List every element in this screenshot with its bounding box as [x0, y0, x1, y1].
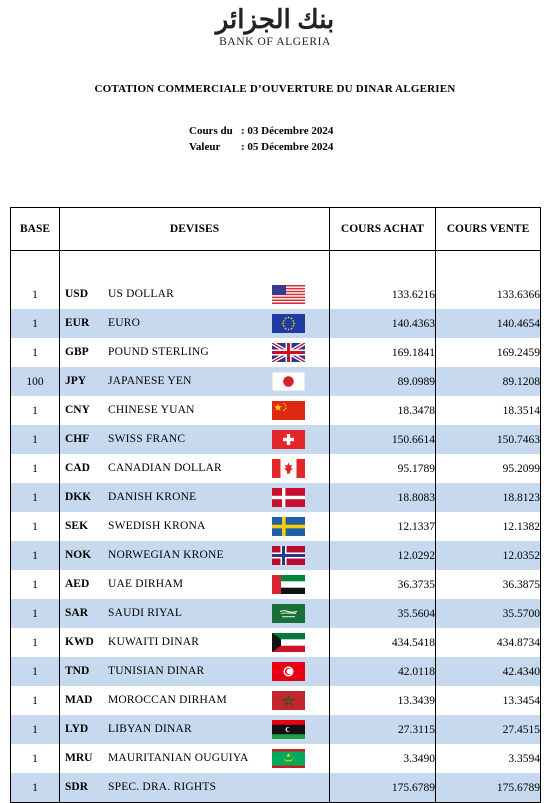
- cours-achat-cell: 169.1841: [330, 338, 436, 367]
- currency-name: SWEDISH KRONA: [108, 520, 206, 532]
- base-cell: 1: [11, 541, 60, 570]
- currency-name: TUNISIAN DINAR: [108, 665, 205, 677]
- currency-name: LIBYAN DINAR: [108, 723, 192, 735]
- base-cell: 1: [11, 338, 60, 367]
- table-row: [11, 599, 541, 628]
- cours-achat-cell: 13.3439: [330, 686, 436, 715]
- table-row: [11, 309, 541, 338]
- base-cell: 1: [11, 773, 60, 803]
- table-row: [11, 570, 541, 599]
- currency-cell: [60, 309, 330, 338]
- table-row: [11, 773, 541, 803]
- cours-achat-cell: 18.8083: [330, 483, 436, 512]
- cours-vente-cell: 35.5700: [436, 599, 541, 628]
- table-row: [11, 715, 541, 744]
- currency-code: JPY: [65, 375, 87, 387]
- base-cell: 1: [11, 309, 60, 338]
- currency-name: US DOLLAR: [108, 288, 175, 300]
- cours-achat-cell: 434.5418: [330, 628, 436, 657]
- base-cell: 1: [11, 512, 60, 541]
- currency-name: JAPANESE YEN: [108, 375, 192, 387]
- table-row: [11, 744, 541, 773]
- base-cell: 1: [11, 628, 60, 657]
- quotation-dates: [189, 123, 333, 155]
- cours-vente-cell: 13.3454: [436, 686, 541, 715]
- cours-achat-cell: 175.6789: [330, 773, 436, 803]
- cours-vente-cell: 175.6789: [436, 773, 541, 803]
- currency-code: CAD: [65, 462, 90, 474]
- currency-name: SWISS FRANC: [108, 433, 186, 445]
- table-row: [11, 512, 541, 541]
- norway-flag-icon: [272, 546, 305, 565]
- currency-cell: [60, 628, 330, 657]
- table-row: [11, 541, 541, 570]
- cours-achat-cell: 133.6216: [330, 280, 436, 309]
- canada-flag-icon: [272, 459, 305, 478]
- currency-cell: [60, 512, 330, 541]
- currency-name: POUND STERLING: [108, 346, 209, 358]
- currency-cell: [60, 280, 330, 309]
- cours-vente-cell: 18.3514: [436, 396, 541, 425]
- cours-achat-cell: 42.0118: [330, 657, 436, 686]
- table-row: [11, 657, 541, 686]
- china-flag-icon: [272, 401, 305, 420]
- cours-achat-cell: 27.3115: [330, 715, 436, 744]
- currency-code: MRU: [65, 752, 93, 764]
- currency-name: NORWEGIAN KRONE: [108, 549, 224, 561]
- base-cell: 1: [11, 686, 60, 715]
- switzerland-flag-icon: [272, 430, 305, 449]
- cours-vente-cell: 3.3594: [436, 744, 541, 773]
- cours-vente-cell: 133.6366: [436, 280, 541, 309]
- currency-code: SDR: [65, 781, 89, 793]
- base-cell: 1: [11, 599, 60, 628]
- currency-cell: [60, 773, 330, 803]
- cours-vente-cell: 169.2459: [436, 338, 541, 367]
- base-cell: 1: [11, 280, 60, 309]
- currency-cell: [60, 454, 330, 483]
- saudi-flag-icon: [272, 604, 305, 623]
- currency-cell: [60, 483, 330, 512]
- currency-name: DANISH KRONE: [108, 491, 197, 503]
- base-cell: 1: [11, 657, 60, 686]
- logo-english-text: BANK OF ALGERIA: [219, 36, 331, 48]
- header-devises: DEVISES: [60, 208, 330, 251]
- denmark-flag-icon: [272, 488, 305, 507]
- valeur-date-line: [189, 139, 333, 155]
- currency-cell: [60, 541, 330, 570]
- valeur-label: Valeur: [189, 141, 221, 153]
- cours-vente-cell: 150.7463: [436, 425, 541, 454]
- table-row: [11, 483, 541, 512]
- currency-code: USD: [65, 288, 89, 300]
- currency-code: EUR: [65, 317, 90, 329]
- currency-code: DKK: [65, 491, 92, 503]
- uk-flag-icon: [272, 343, 305, 362]
- currency-name: MAURITANIAN OUGUIYA: [108, 752, 249, 764]
- cours-vente-cell: 12.0352: [436, 541, 541, 570]
- cours-vente-cell: 89.1208: [436, 367, 541, 396]
- header-base: BASE: [11, 208, 60, 251]
- currency-name: UAE DIRHAM: [108, 578, 184, 590]
- cours-achat-cell: 12.0292: [330, 541, 436, 570]
- cours-vente-cell: 12.1382: [436, 512, 541, 541]
- currency-name: SPEC. DRA. RIGHTS: [108, 781, 217, 793]
- cours-vente-cell: 140.4654: [436, 309, 541, 338]
- base-cell: 1: [11, 425, 60, 454]
- base-cell: 1: [11, 570, 60, 599]
- currency-name: EURO: [108, 317, 141, 329]
- currency-cell: [60, 396, 330, 425]
- table-row: [11, 367, 541, 396]
- currency-code: GBP: [65, 346, 89, 358]
- table-header-row: [11, 208, 541, 251]
- currency-code: TND: [65, 665, 90, 677]
- cours-date-line: [189, 123, 333, 139]
- currency-cell: [60, 686, 330, 715]
- cours-vente-cell: 18.8123: [436, 483, 541, 512]
- currency-code: CNY: [65, 404, 90, 416]
- table-body: [11, 251, 541, 803]
- cours-achat-cell: 35.5604: [330, 599, 436, 628]
- table-row: [11, 396, 541, 425]
- table-row: [11, 280, 541, 309]
- currency-cell: [60, 338, 330, 367]
- cours-vente-cell: 42.4340: [436, 657, 541, 686]
- currency-code: KWD: [65, 636, 94, 648]
- currency-cell: [60, 715, 330, 744]
- sweden-flag-icon: [272, 517, 305, 536]
- currency-name: CHINESE YUAN: [108, 404, 195, 416]
- base-cell: 1: [11, 715, 60, 744]
- base-cell: 1: [11, 454, 60, 483]
- currency-cell: [60, 570, 330, 599]
- base-cell: 100: [11, 367, 60, 396]
- cours-achat-cell: 3.3490: [330, 744, 436, 773]
- currency-cell: [60, 657, 330, 686]
- uae-flag-icon: [272, 575, 305, 594]
- base-cell: 1: [11, 744, 60, 773]
- table-row: [11, 686, 541, 715]
- japan-flag-icon: [272, 372, 305, 391]
- kuwait-flag-icon: [272, 633, 305, 652]
- base-cell: 1: [11, 483, 60, 512]
- libya-flag-icon: [272, 720, 305, 739]
- cours-value: : 03 Décembre 2024: [241, 125, 334, 137]
- currency-code: MAD: [65, 694, 93, 706]
- valeur-value: : 05 Décembre 2024: [241, 141, 334, 153]
- cours-vente-cell: 27.4515: [436, 715, 541, 744]
- header-cours-vente: COURS VENTE: [436, 208, 541, 251]
- header-cours-achat: COURS ACHAT: [330, 208, 436, 251]
- currency-cell: [60, 425, 330, 454]
- currency-name: KUWAITI DINAR: [108, 636, 200, 648]
- table-spacer: [11, 251, 541, 281]
- cours-achat-cell: 150.6614: [330, 425, 436, 454]
- bank-logo: [0, 6, 550, 48]
- currency-code: NOK: [65, 549, 92, 561]
- currency-cell: [60, 599, 330, 628]
- table-row: [11, 454, 541, 483]
- cours-achat-cell: 36.3735: [330, 570, 436, 599]
- currency-name: CANADIAN DOLLAR: [108, 462, 222, 474]
- currency-name: SAUDI RIYAL: [108, 607, 183, 619]
- table-row: [11, 628, 541, 657]
- cours-vente-cell: 36.3875: [436, 570, 541, 599]
- currency-code: CHF: [65, 433, 90, 445]
- morocco-flag-icon: [272, 691, 305, 710]
- cours-vente-cell: 434.8734: [436, 628, 541, 657]
- cours-achat-cell: 89.0989: [330, 367, 436, 396]
- tunisia-flag-icon: [272, 662, 305, 681]
- cours-label: Cours du: [189, 125, 233, 137]
- table-row: [11, 338, 541, 367]
- currency-cell: [60, 367, 330, 396]
- page-title: COTATION COMMERCIALE D’OUVERTURE DU DINAR ALGERIEN: [94, 83, 456, 95]
- cours-vente-cell: 95.2099: [436, 454, 541, 483]
- currency-code: SEK: [65, 520, 89, 532]
- currency-code: SAR: [65, 607, 89, 619]
- exchange-rate-table: [10, 207, 541, 803]
- cours-achat-cell: 12.1337: [330, 512, 436, 541]
- cours-achat-cell: 18.3478: [330, 396, 436, 425]
- currency-cell: [60, 744, 330, 773]
- currency-code: AED: [65, 578, 90, 590]
- cours-achat-cell: 140.4363: [330, 309, 436, 338]
- usa-flag-icon: [272, 285, 305, 304]
- mauritania-flag-icon: [272, 749, 305, 768]
- cours-achat-cell: 95.1789: [330, 454, 436, 483]
- eu-flag-icon: [272, 314, 305, 333]
- logo-arabic-text: بنك الجزائر: [215, 5, 335, 34]
- currency-name: MOROCCAN DIRHAM: [108, 694, 227, 706]
- base-cell: 1: [11, 396, 60, 425]
- table-row: [11, 425, 541, 454]
- currency-code: LYD: [65, 723, 89, 735]
